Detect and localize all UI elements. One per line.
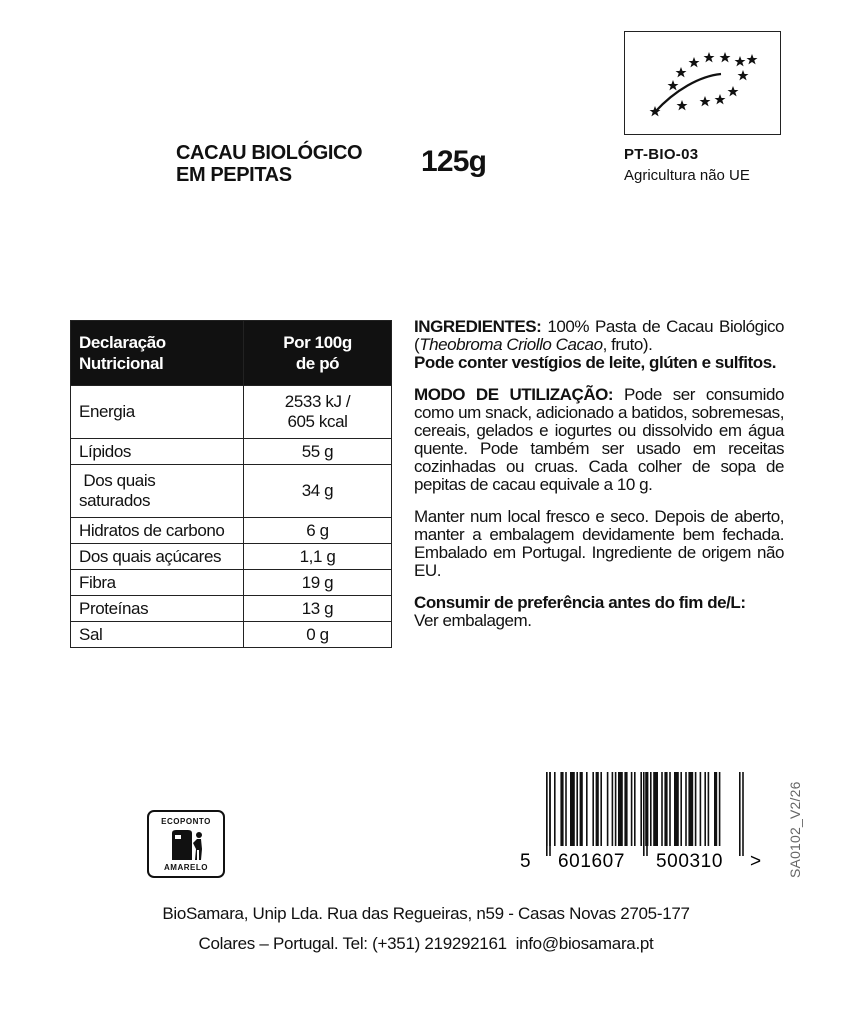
ingredients-text-end: , fruto). [602,335,653,354]
energy-kj: 2533 kJ / [284,392,351,411]
table-row [71,386,392,439]
saturated-line2: saturados [79,491,151,510]
nutrient-label: Proteínas [71,596,244,622]
usage-heading: MODO DE UTILIZAÇÃO: [414,385,614,404]
company-address [0,899,852,959]
best-before-paragraph [414,594,784,630]
energy-kcal: 605 kcal [287,412,348,431]
ecoponto-badge [147,810,225,878]
table-row [71,596,392,622]
nutrition-header-label [71,321,244,386]
best-before-heading: Consumir de preferência antes do fim de/L: [414,593,746,612]
table-row [71,570,392,596]
nutrient-value: 34 g [244,465,392,518]
nutrient-value [244,386,392,439]
barcode-group1: 601607 [558,851,626,872]
product-title [176,142,362,186]
recycling-bin-person-icon [170,829,206,861]
nutrient-label: Dos quais açúcares [71,544,244,570]
nutrient-label: Sal [71,622,244,648]
table-row [71,518,392,544]
nutrient-value: 1,1 g [244,544,392,570]
ingredients-text: 100% Pasta de Cacau Biológico ( [414,317,784,354]
ingredients-paragraph [414,318,784,372]
nutrition-table [70,320,392,648]
product-name-line1: CACAU BIOLÓGICO [176,142,363,164]
barcode-arrow: > [750,851,762,872]
table-row [71,439,392,465]
nutrition-header-row [71,321,392,386]
nutrient-label: Fibra [71,570,244,596]
nutrient-value: 19 g [244,570,392,596]
table-row [71,465,392,518]
usage-paragraph [414,386,784,494]
barcode-digit-first: 5 [520,851,531,872]
table-row [71,622,392,648]
ecoponto-bottom-label: AMARELO [164,863,208,872]
barcode-bars [520,772,770,876]
header-label-line2: Nutricional [79,354,164,373]
ingredients-heading: INGREDIENTES: [414,317,542,336]
address-line1: BioSamara, Unip Lda. Rua das Regueiras, n59 - Casas Novas 2705-177 [162,904,690,923]
eu-organic-leaf-icon [624,31,781,135]
nutrient-label: Energia [71,386,244,439]
header-value-line1: Por 100g [283,333,352,352]
product-info-text [414,318,784,644]
product-weight: 125g [421,145,487,178]
ecoponto-top-label: ECOPONTO [161,817,211,826]
barcode-group2: 500310 [656,851,724,872]
saturated-line1: Dos quais [79,471,156,490]
product-name-line2: EM PEPITAS [176,164,292,186]
organic-origin: Agricultura não UE [624,167,750,184]
version-code: SA0102_V2/26 [787,781,803,878]
header-label-line1: Declaração [79,333,166,352]
nutrient-label: Lípidos [71,439,244,465]
ingredients-species: Theobroma Criollo Cacao [419,335,603,354]
usage-text: Pode ser consumido como um snack, adicionado a batidos, sobremesas, cereais, gelados e iogurtes ou dissolvido em água quente. Pode também ser usado em receitas cozinhadas ou cruas. Cada colher de sopa de pepitas de cacau equivale a 10 g. [414,385,784,494]
nutrient-value: 0 g [244,622,392,648]
nutrient-value: 55 g [244,439,392,465]
allergens-warning: Pode conter vestígios de leite, glúten e sulfitos. [414,353,776,372]
nutrient-label [71,465,244,518]
nutrient-label: Hidratos de carbono [71,518,244,544]
best-before-text: Ver embalagem. [414,611,532,630]
address-line2: Colares – Portugal. Tel: (+351) 219292161 info@biosamara.pt [198,934,654,953]
storage-paragraph: Manter num local fresco e seco. Depois de aberto, manter a embalagem devidamente bem fechada. Embalado em Portugal. Ingrediente de origem não EU. [414,507,784,580]
barcode [520,772,770,876]
nutrient-value: 13 g [244,596,392,622]
nutrient-value: 6 g [244,518,392,544]
nutrition-header-value [244,321,392,386]
organic-control-code: PT-BIO-03 [624,146,699,163]
header-value-line2: de pó [295,354,340,373]
table-row [71,544,392,570]
